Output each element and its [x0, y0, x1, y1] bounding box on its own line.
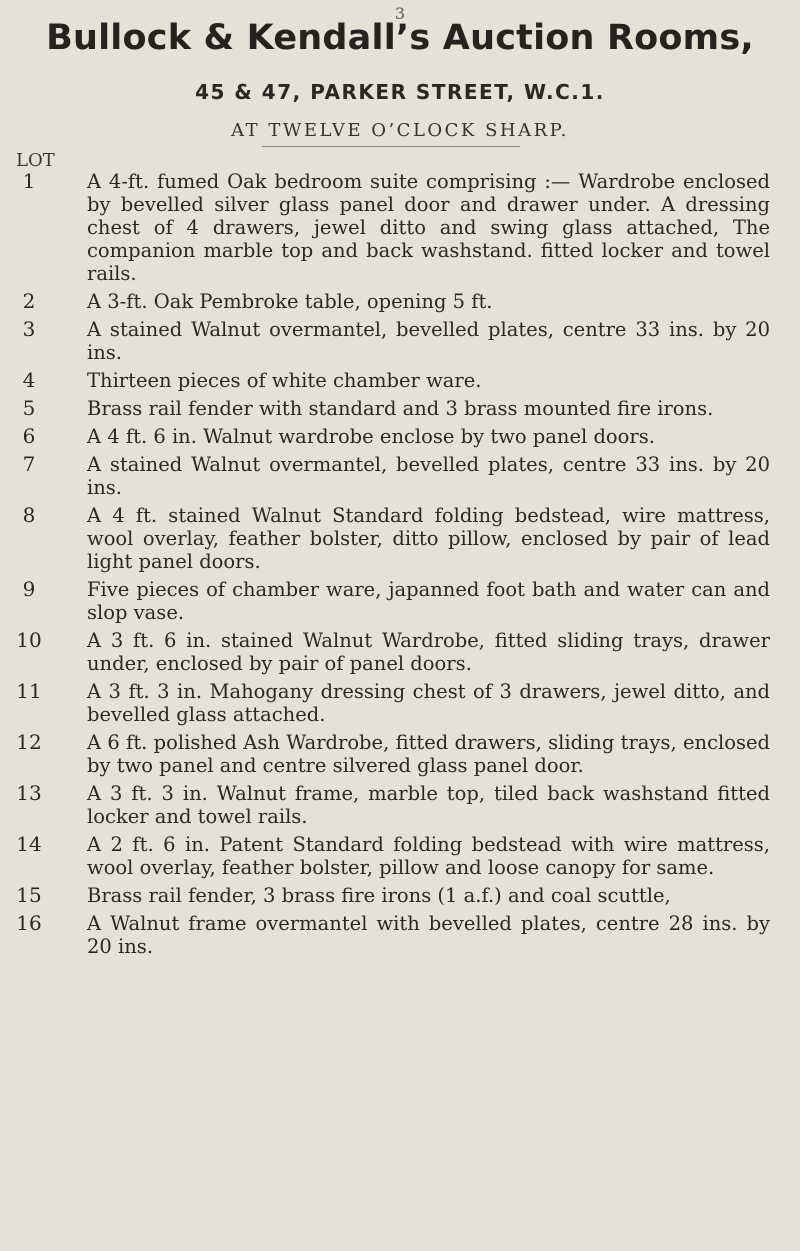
lot-description: A 3 ft. 6 in. stained Walnut Wardrobe, fitted sliding trays, drawer under, enclosed by pair of panel doors. [87, 629, 770, 675]
lot-number: 5 [22, 396, 36, 420]
header-rule [262, 146, 520, 147]
lot-item [0, 912, 800, 958]
lot-number: 16 [16, 911, 42, 935]
lot-number: 12 [16, 730, 42, 754]
auction-house-title: Bullock & Kendall’s Auction Rooms, [46, 18, 754, 58]
lot-item [0, 397, 800, 420]
lot-number: 4 [22, 368, 36, 392]
lot-column-heading: LOT [16, 150, 55, 171]
auction-address: 45 & 47, PARKER STREET, W.C.1. [195, 80, 605, 104]
lot-description: A 4-ft. fumed Oak bedroom suite comprising :— Wardrobe enclosed by bevelled silver glass panel door and drawer under. A dressing chest of 4 drawers, jewel ditto and swing glass attached, The companion marble top and back washstand. fitted locker and towel rails. [87, 170, 770, 285]
lot-number: 6 [22, 424, 36, 448]
lot-description: Brass rail fender with standard and 3 brass mounted fire irons. [87, 397, 714, 420]
lot-item [0, 680, 800, 726]
lot-number: 1 [22, 169, 36, 193]
lot-item [0, 318, 800, 364]
sale-time: AT TWELVE O’CLOCK SHARP. [231, 120, 569, 141]
lot-item [0, 290, 800, 313]
lot-number: 9 [22, 577, 36, 601]
lot-item [0, 782, 800, 828]
lot-item [0, 833, 800, 879]
lot-number: 3 [22, 317, 36, 341]
lot-number: 11 [16, 679, 42, 703]
lot-description: A 3 ft. 3 in. Mahogany dressing chest of 3 drawers, jewel ditto, and bevelled glass attached. [87, 680, 770, 726]
lot-number: 10 [16, 628, 42, 652]
lot-description: A 4 ft. 6 in. Walnut wardrobe enclose by two panel doors. [87, 425, 655, 448]
lot-description: A 4 ft. stained Walnut Standard folding bedstead, wire mattress, wool overlay, feather bolster, ditto pillow, enclosed by pair of lead light panel doors. [87, 504, 770, 573]
lot-description: Five pieces of chamber ware, japanned foot bath and water can and slop vase. [87, 578, 770, 624]
lot-item [0, 504, 800, 573]
lot-item [0, 170, 800, 285]
lot-description: A 3 ft. 3 in. Walnut frame, marble top, tiled back washstand fitted locker and towel rails. [87, 782, 770, 828]
lot-item [0, 731, 800, 777]
lot-number: 14 [16, 832, 42, 856]
lot-item [0, 629, 800, 675]
lot-item [0, 453, 800, 499]
lot-description: A 2 ft. 6 in. Patent Standard folding bedstead with wire mattress, wool overlay, feather bolster, pillow and loose canopy for same. [87, 833, 770, 879]
lot-item [0, 578, 800, 624]
lot-item [0, 369, 800, 392]
lot-number: 7 [22, 452, 36, 476]
lot-description: A 6 ft. polished Ash Wardrobe, fitted drawers, sliding trays, enclosed by two panel and centre silvered glass panel door. [87, 731, 770, 777]
lot-description: A Walnut frame overmantel with bevelled plates, centre 28 ins. by 20 ins. [87, 912, 770, 958]
lot-description: A 3-ft. Oak Pembroke table, opening 5 ft. [87, 290, 493, 313]
lot-number: 2 [22, 289, 36, 313]
lot-number: 15 [16, 883, 42, 907]
lot-item [0, 884, 800, 907]
lot-list [0, 170, 800, 963]
lot-description: Brass rail fender, 3 brass fire irons (1 a.f.) and coal scuttle, [87, 884, 671, 907]
lot-description: A stained Walnut overmantel, bevelled plates, centre 33 ins. by 20 ins. [87, 318, 770, 364]
page-number: 3 [394, 4, 406, 23]
lot-description: Thirteen pieces of white chamber ware. [87, 369, 482, 392]
lot-description: A stained Walnut overmantel, bevelled plates, centre 33 ins. by 20 ins. [87, 453, 770, 499]
lot-number: 13 [16, 781, 42, 805]
lot-number: 8 [22, 503, 36, 527]
lot-item [0, 425, 800, 448]
